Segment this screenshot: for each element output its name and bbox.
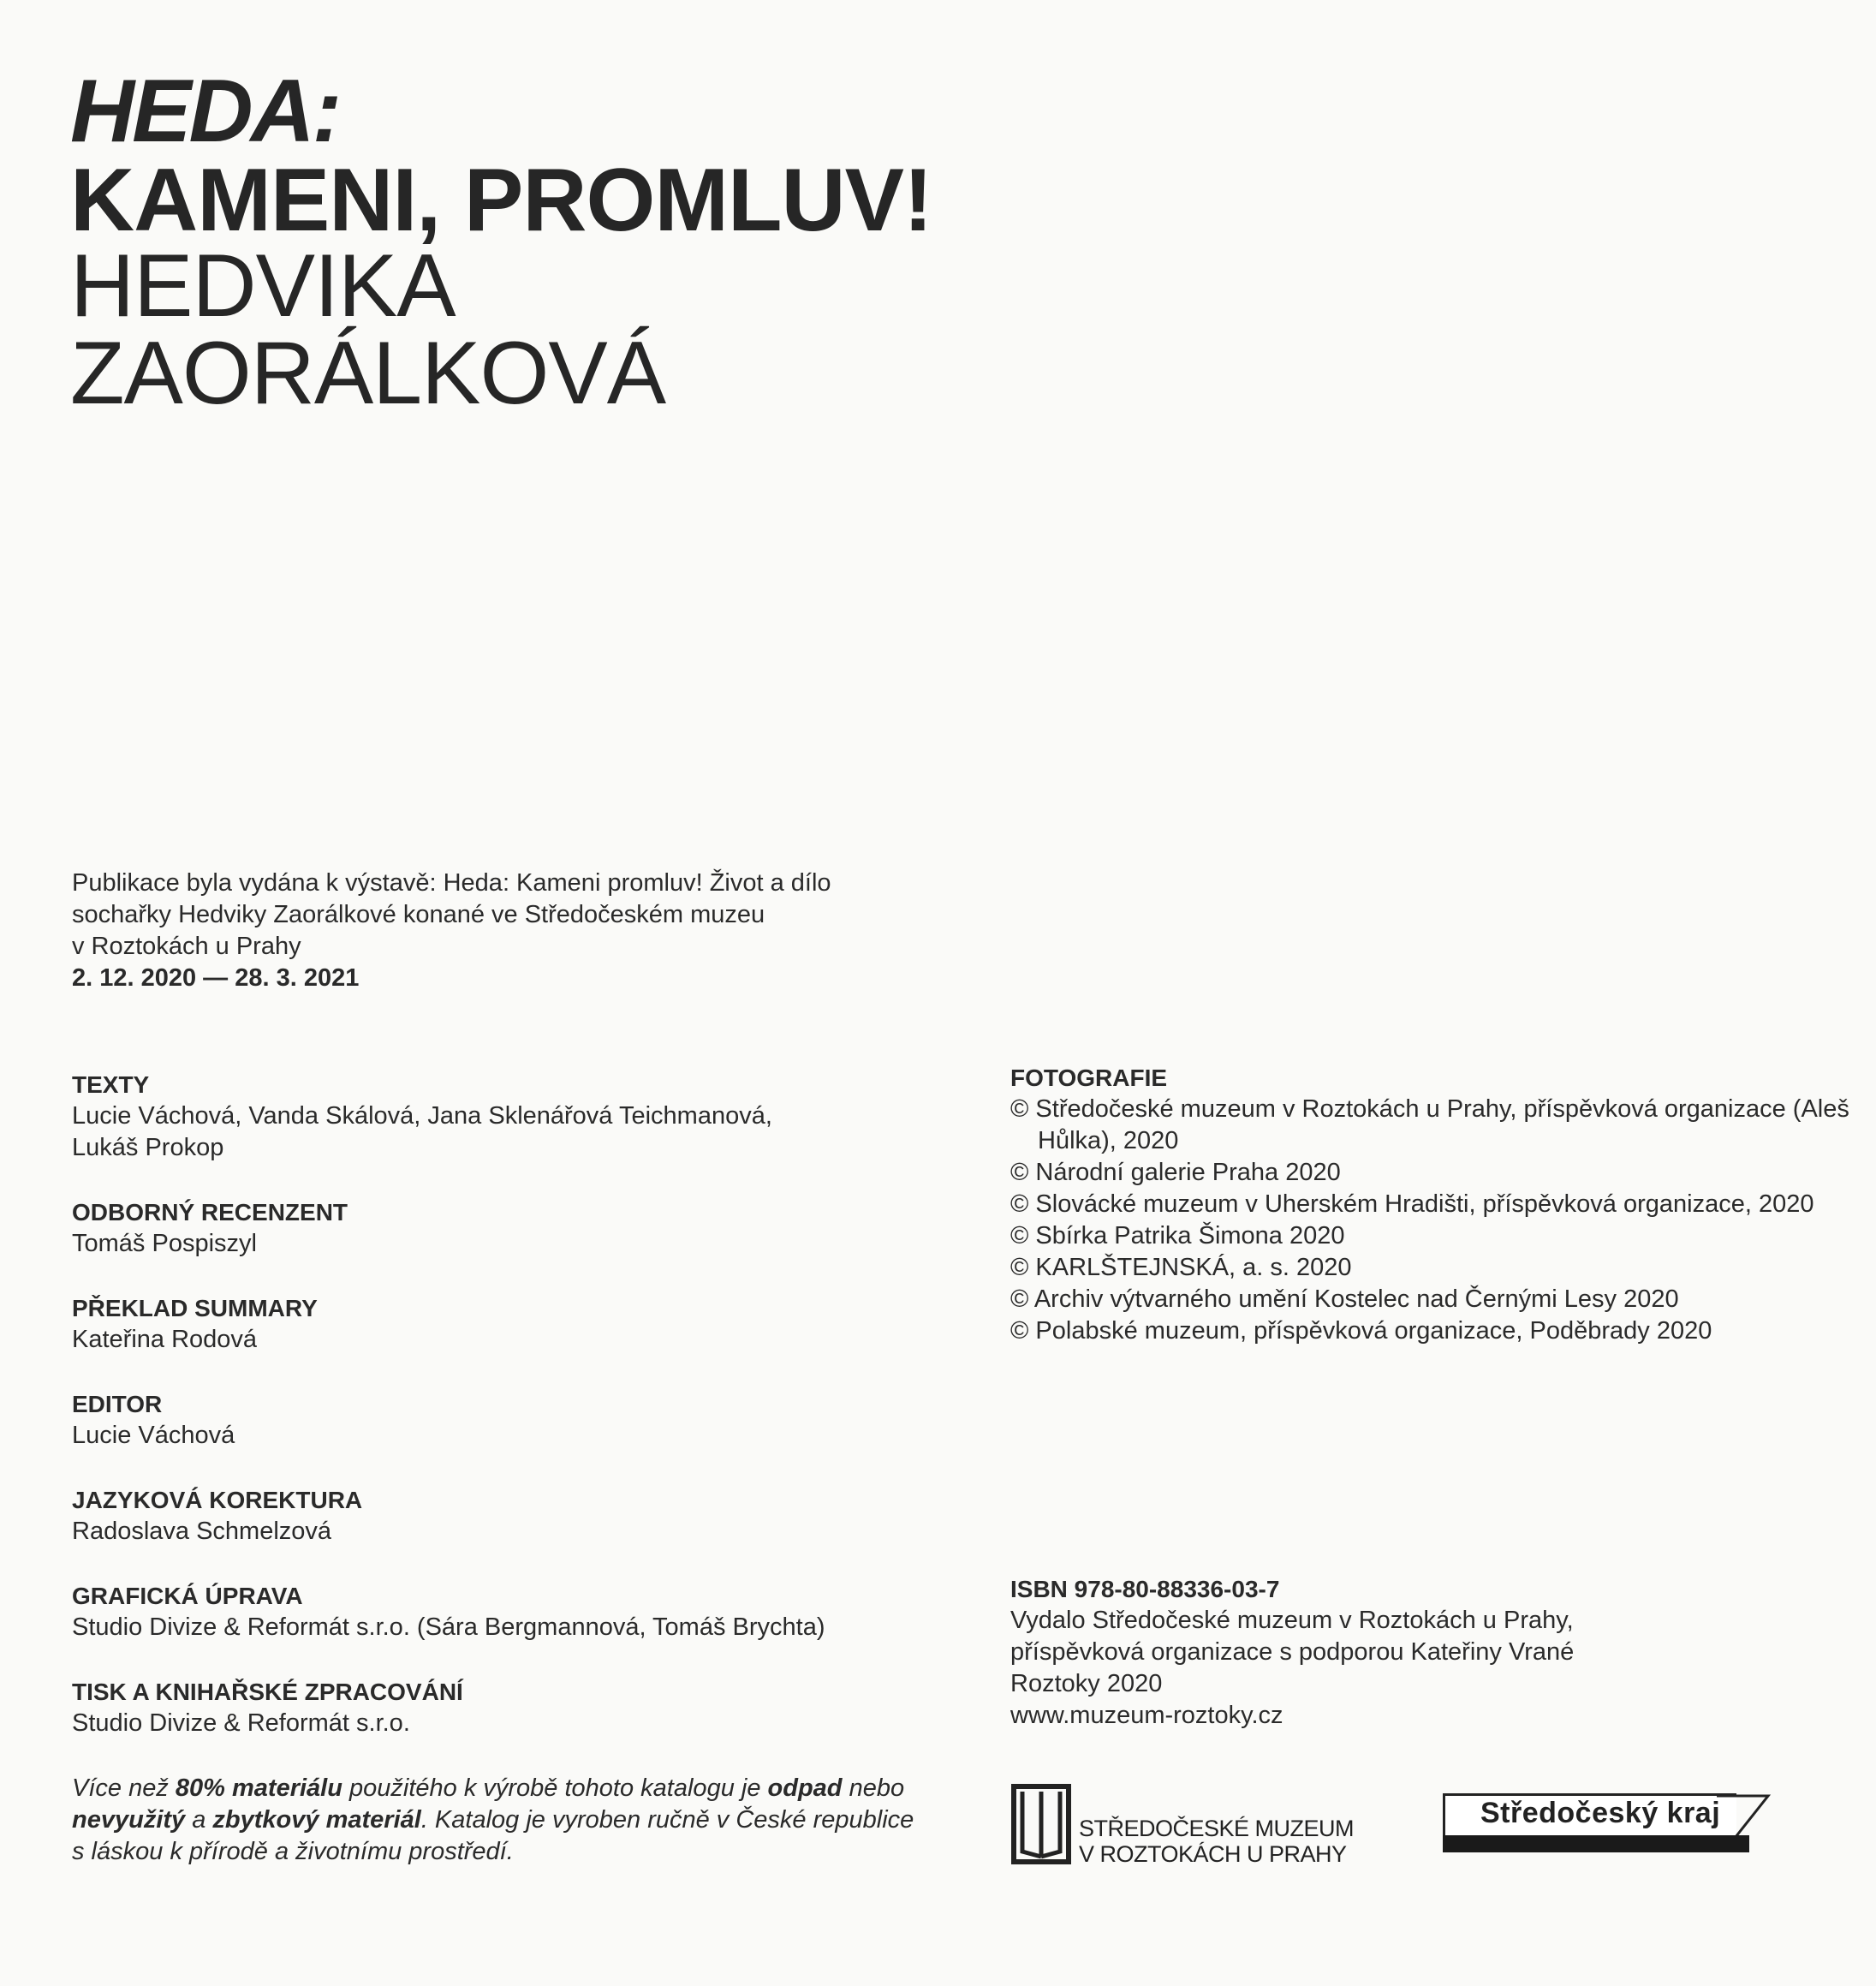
credit-title: ODBORNÝ RECENZENT (72, 1199, 348, 1226)
photo-credit-item: © KARLŠTEJNSKÁ, a. s. 2020 (1010, 1254, 1352, 1281)
region-logo-text: Středočeský kraj (1480, 1797, 1721, 1829)
intro-line: v Roztokách u Prahy (72, 933, 301, 960)
title-line-1: HEDA: (70, 62, 340, 161)
museum-logo-line: V ROZTOKÁCH U PRAHY (1079, 1841, 1347, 1867)
photo-credit-item: © Polabské muzeum, příspěvková organizace, Poděbrady 2020 (1010, 1317, 1712, 1345)
credit-translation (72, 1292, 928, 1356)
credits-column (72, 1069, 928, 1772)
credit-value: Lucie Váchová, Vanda Skálová, Jana Sklenářová Teichmanová, (72, 1102, 772, 1130)
credit-value: Kateřina Rodová (72, 1326, 258, 1353)
credit-editor (72, 1388, 928, 1452)
eco-text: a (185, 1806, 213, 1834)
credit-printing (72, 1676, 928, 1739)
eco-emphasis: nevyužitý (72, 1806, 186, 1834)
intro-line: sochařky Hedviky Zaorálkové konané ve Středočeském muzeu (72, 901, 765, 928)
eco-emphasis: zbytkový materiál (212, 1806, 421, 1834)
publisher-line: Roztoky 2020 (1010, 1670, 1163, 1697)
credit-proofreading (72, 1484, 928, 1548)
credit-title: TISK A KNIHAŘSKÉ ZPRACOVÁNÍ (72, 1679, 463, 1705)
photo-credit-item: © Středočeské muzeum v Roztokách u Prahy, příspěvková organizace (Aleš Hůlka), 2020 (1010, 1095, 1849, 1154)
isbn: ISBN 978-80-88336-03-7 (1010, 1576, 1280, 1602)
photo-credit-item: © Archiv výtvarného umění Kostelec nad Černými Lesy 2020 (1010, 1285, 1679, 1313)
photography-title: FOTOGRAFIE (1010, 1065, 1168, 1091)
region-logo-base (1443, 1835, 1749, 1852)
exhibition-dates: 2. 12. 2020 — 28. 3. 2021 (72, 964, 360, 992)
title-line-4: ZAORÁLKOVÁ (70, 324, 666, 423)
region-logo (1443, 1793, 1768, 1855)
museum-logo (1010, 1783, 1354, 1867)
photo-credit-item: © Sbírka Patrika Šimona 2020 (1010, 1222, 1345, 1249)
credit-title: TEXTY (72, 1071, 150, 1098)
credit-value: Studio Divize & Reformát s.r.o. (72, 1709, 410, 1737)
publisher-info (1010, 1573, 1781, 1732)
eco-text: nebo (842, 1774, 905, 1802)
eco-emphasis: odpad (767, 1774, 843, 1802)
book-title (70, 62, 932, 423)
eco-text: Více než (72, 1774, 176, 1802)
credit-value: Radoslava Schmelzová (72, 1518, 332, 1545)
publisher-line: Vydalo Středočeské muzeum v Roztokách u Prahy, (1010, 1607, 1574, 1634)
photo-credit-item: © Národní galerie Praha 2020 (1010, 1159, 1341, 1186)
credit-title: EDITOR (72, 1391, 163, 1417)
credit-value: Lucie Váchová (72, 1422, 235, 1449)
museum-logo-line: STŘEDOČESKÉ MUZEUM (1079, 1816, 1355, 1841)
photography-list (1010, 1094, 1867, 1347)
credit-value: Studio Divize & Reformát s.r.o. (Sára Bergmannová, Tomáš Brychta) (72, 1613, 825, 1641)
title-line-2: KAMENI, PROMLUV! (70, 151, 932, 250)
intro-line: Publikace byla vydána k výstavě: Heda: Kameni promluv! Život a dílo (72, 869, 831, 897)
credit-title: JAZYKOVÁ KOREKTURA (72, 1487, 363, 1513)
photo-credit-item: © Slovácké muzeum v Uherském Hradišti, příspěvková organizace, 2020 (1010, 1190, 1814, 1218)
region-logo-slash (1717, 1790, 1772, 1841)
credit-title: GRAFICKÁ ÚPRAVA (72, 1583, 303, 1609)
publisher-line: příspěvková organizace s podporou Kateřiny Vrané (1010, 1638, 1575, 1666)
eco-text: . Katalog je vyroben ručně v České republice s láskou k přírodě a životnímu prostředí. (72, 1806, 914, 1865)
title-line-3: HEDVIKA (70, 236, 456, 336)
credit-reviewer (72, 1196, 928, 1260)
credit-value: Lukáš Prokop (72, 1134, 224, 1161)
credit-value: Tomáš Pospiszyl (72, 1230, 257, 1257)
publication-note (72, 868, 911, 994)
credit-title: PŘEKLAD SUMMARY (72, 1295, 318, 1321)
credit-texts (72, 1069, 928, 1164)
open-book-icon (1010, 1783, 1072, 1867)
eco-text: použitého k výrobě tohoto katalogu je (342, 1774, 768, 1802)
eco-statement (72, 1773, 928, 1868)
credit-graphic-design (72, 1580, 928, 1643)
website-link[interactable]: www.muzeum-roztoky.cz (1010, 1702, 1283, 1729)
eco-emphasis: 80% materiálu (175, 1774, 342, 1802)
photography-credits (1010, 1062, 1867, 1347)
